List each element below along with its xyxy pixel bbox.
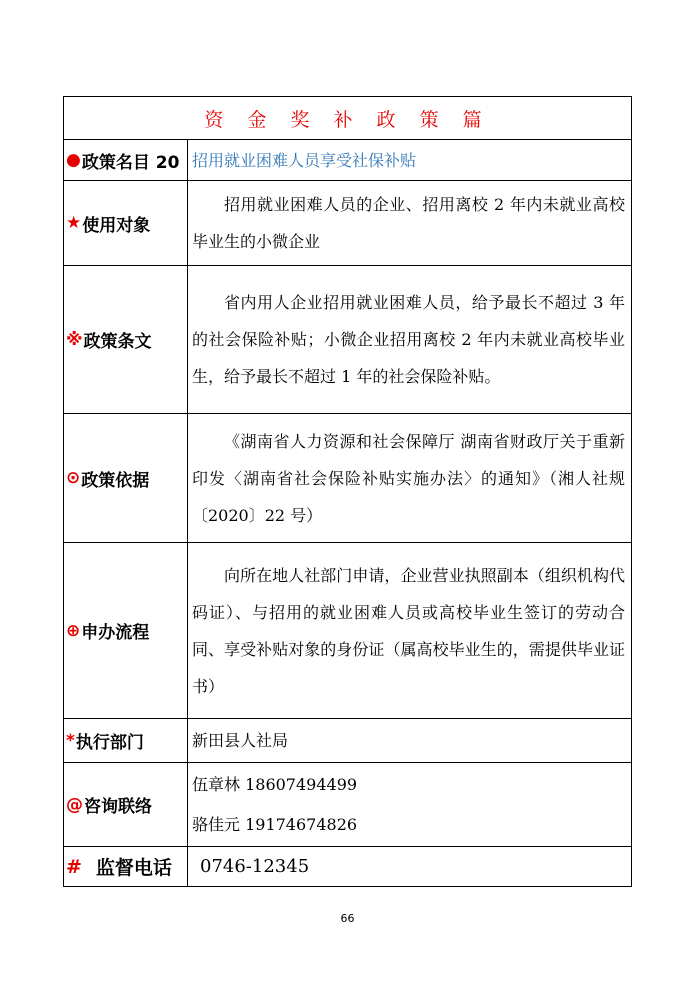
basis-text: 《湖南省人力资源和社会保障厅 湖南省财政厅关于重新印发〈湖南省社会保险补贴实施办法〉的通知》（湘人社规〔2020〕22 号） bbox=[192, 431, 625, 525]
policy-table bbox=[63, 96, 632, 887]
label-cell bbox=[64, 140, 188, 180]
row-policy-basis bbox=[64, 413, 631, 542]
value-cell bbox=[188, 140, 631, 180]
value-cell bbox=[188, 266, 631, 413]
row-policy-clause bbox=[64, 265, 631, 413]
row-procedure bbox=[64, 542, 631, 718]
label-cell bbox=[64, 181, 188, 265]
label-text: 政策条文 bbox=[83, 332, 152, 352]
label-cell bbox=[64, 719, 188, 762]
label-text: 申办流程 bbox=[81, 623, 150, 643]
circled-dot-icon: ⊙ bbox=[66, 468, 81, 488]
circled-plus-icon: ⊕ bbox=[66, 620, 81, 641]
value-cell bbox=[188, 414, 631, 542]
row-policy-name bbox=[64, 139, 631, 180]
policy-name-text: 招用就业困难人员享受社保补贴 bbox=[192, 150, 417, 170]
label-text: 咨询联络 bbox=[84, 797, 152, 817]
label-cell bbox=[64, 847, 188, 886]
contact-line: 伍章林 18607494499 bbox=[192, 774, 358, 794]
label-cell bbox=[64, 763, 188, 846]
label-cell bbox=[64, 414, 188, 542]
row-contact bbox=[64, 762, 631, 846]
procedure-text: 向所在地人社部门申请，企业营业执照副本（组织机构代码证）、与招用的就业困难人员或高校毕业生签订的劳动合同、享受补贴对象的身份证（属高校毕业生的，需提供毕业证书） bbox=[192, 565, 625, 696]
department-text: 新田县人社局 bbox=[192, 731, 289, 750]
label-cell bbox=[64, 543, 188, 718]
value-cell bbox=[188, 719, 631, 762]
phone-text: 0746-12345 bbox=[200, 856, 310, 877]
label-text: 执行部门 bbox=[75, 733, 144, 753]
table-title: 资 金 奖 补 政 策 篇 bbox=[204, 108, 491, 131]
clause-text: 省内用人企业招用就业困难人员，给予最长不超过 3 年的社会保险补贴；小微企业招用离校 2 年内未就业高校毕业生，给予最长不超过 1 年的社会保险补贴。 bbox=[192, 293, 625, 386]
asterisk-icon: * bbox=[66, 730, 75, 751]
value-cell bbox=[188, 847, 631, 886]
value-cell bbox=[188, 543, 631, 718]
row-target bbox=[64, 180, 631, 265]
page-number: 66 bbox=[340, 912, 355, 925]
bullet-icon: ● bbox=[66, 150, 81, 170]
target-text: 招用就业困难人员的企业、招用离校 2 年内未就业高校毕业生的小微企业 bbox=[192, 195, 625, 251]
label-text: 政策名目 20 bbox=[81, 152, 180, 173]
label-cell bbox=[64, 266, 188, 413]
row-supervision-phone bbox=[64, 846, 631, 886]
value-cell bbox=[188, 181, 631, 265]
star-icon: ★ bbox=[66, 213, 82, 233]
at-sign-icon: @ bbox=[66, 794, 83, 815]
hash-icon: # bbox=[66, 855, 82, 878]
label-text: 监督电话 bbox=[95, 857, 172, 879]
reference-mark-icon: ※ bbox=[66, 329, 83, 350]
label-text: 使用对象 bbox=[82, 215, 151, 236]
label-text: 政策依据 bbox=[81, 470, 150, 491]
value-cell bbox=[188, 763, 631, 846]
row-department bbox=[64, 718, 631, 762]
contact-line: 骆佳元 19174674826 bbox=[192, 814, 358, 834]
